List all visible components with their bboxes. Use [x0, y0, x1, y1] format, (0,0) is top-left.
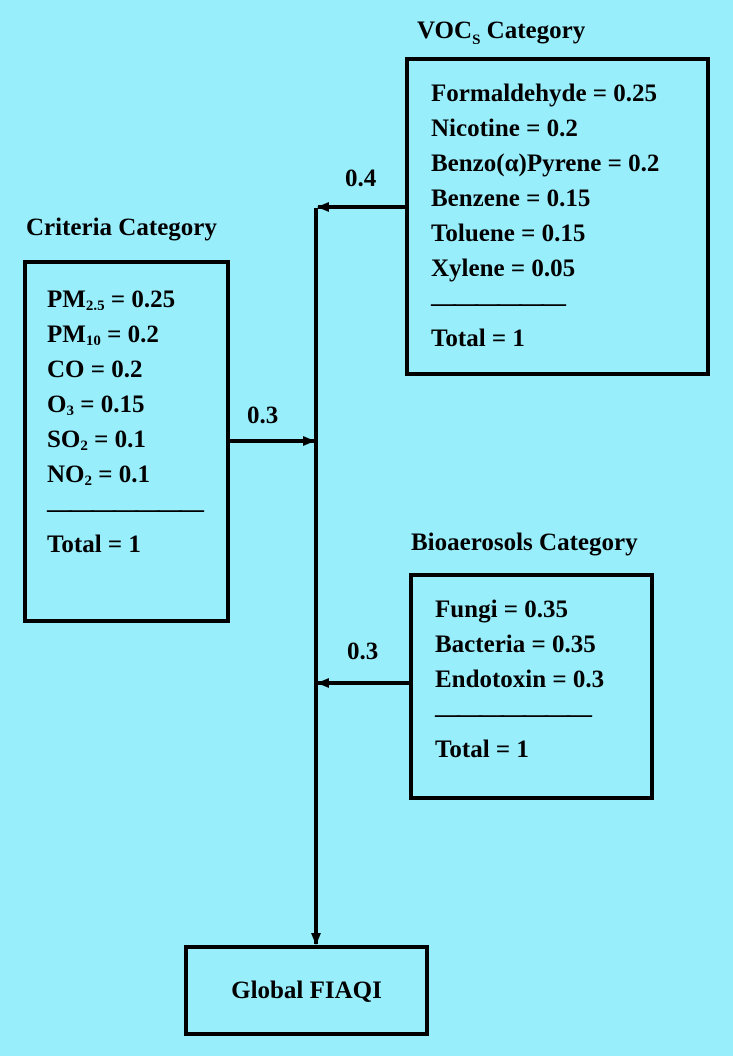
vocs-item: Benzene = 0.15	[431, 185, 591, 212]
criteria-category-title: Criteria Category	[26, 214, 217, 241]
vocs-item: Formaldehyde = 0.25	[431, 80, 658, 107]
bio-separator: ———————	[435, 701, 589, 728]
vocs-item: Benzo(α)Pyrene = 0.2	[431, 150, 660, 177]
criteria-item: $O_3 = 0.15$	[47, 391, 145, 419]
criteria-item: Total = 1	[47, 531, 141, 558]
bio-item: Endotoxin = 0.3	[435, 666, 605, 693]
global-fiaqi-box	[184, 945, 429, 1036]
vocs-item: Xylene = 0.05	[431, 255, 576, 282]
vocs-category-box	[405, 57, 710, 376]
criteria-item: $PM_{2.5} = 0.25$	[47, 286, 176, 314]
bio-item: Total = 1	[435, 736, 529, 763]
vocs-separator: ——————	[431, 290, 563, 317]
criteria-separator: ———————	[47, 496, 201, 523]
bio-item: Bacteria = 0.35	[435, 631, 596, 658]
criteria-category-box	[23, 260, 230, 623]
vocs-weight-label: 0.4	[345, 165, 377, 192]
global-fiaqi-label: Global FIAQI	[231, 976, 382, 1004]
vocs-item: Nicotine = 0.2	[431, 115, 578, 142]
criteria-weight-label: 0.3	[247, 402, 279, 429]
bioaerosols-weight-label: 0.3	[347, 638, 379, 665]
bioaerosols-category-title: Bioaerosols Category	[411, 529, 638, 556]
bioaerosols-category-box	[409, 573, 654, 800]
criteria-item: $PM_{10} = 0.2$	[47, 321, 159, 349]
criteria-item: $NO_2 = 0.1$	[47, 461, 150, 489]
bio-item: Fungi = 0.35	[435, 596, 569, 623]
vocs-category-title: $VOC_S$ Category	[417, 17, 586, 48]
vocs-item: Toluene = 0.15	[431, 220, 586, 247]
criteria-item: $SO_2 = 0.1$	[47, 426, 146, 454]
vocs-item: Total = 1	[431, 325, 525, 352]
criteria-item: CO = 0.2	[47, 356, 143, 383]
